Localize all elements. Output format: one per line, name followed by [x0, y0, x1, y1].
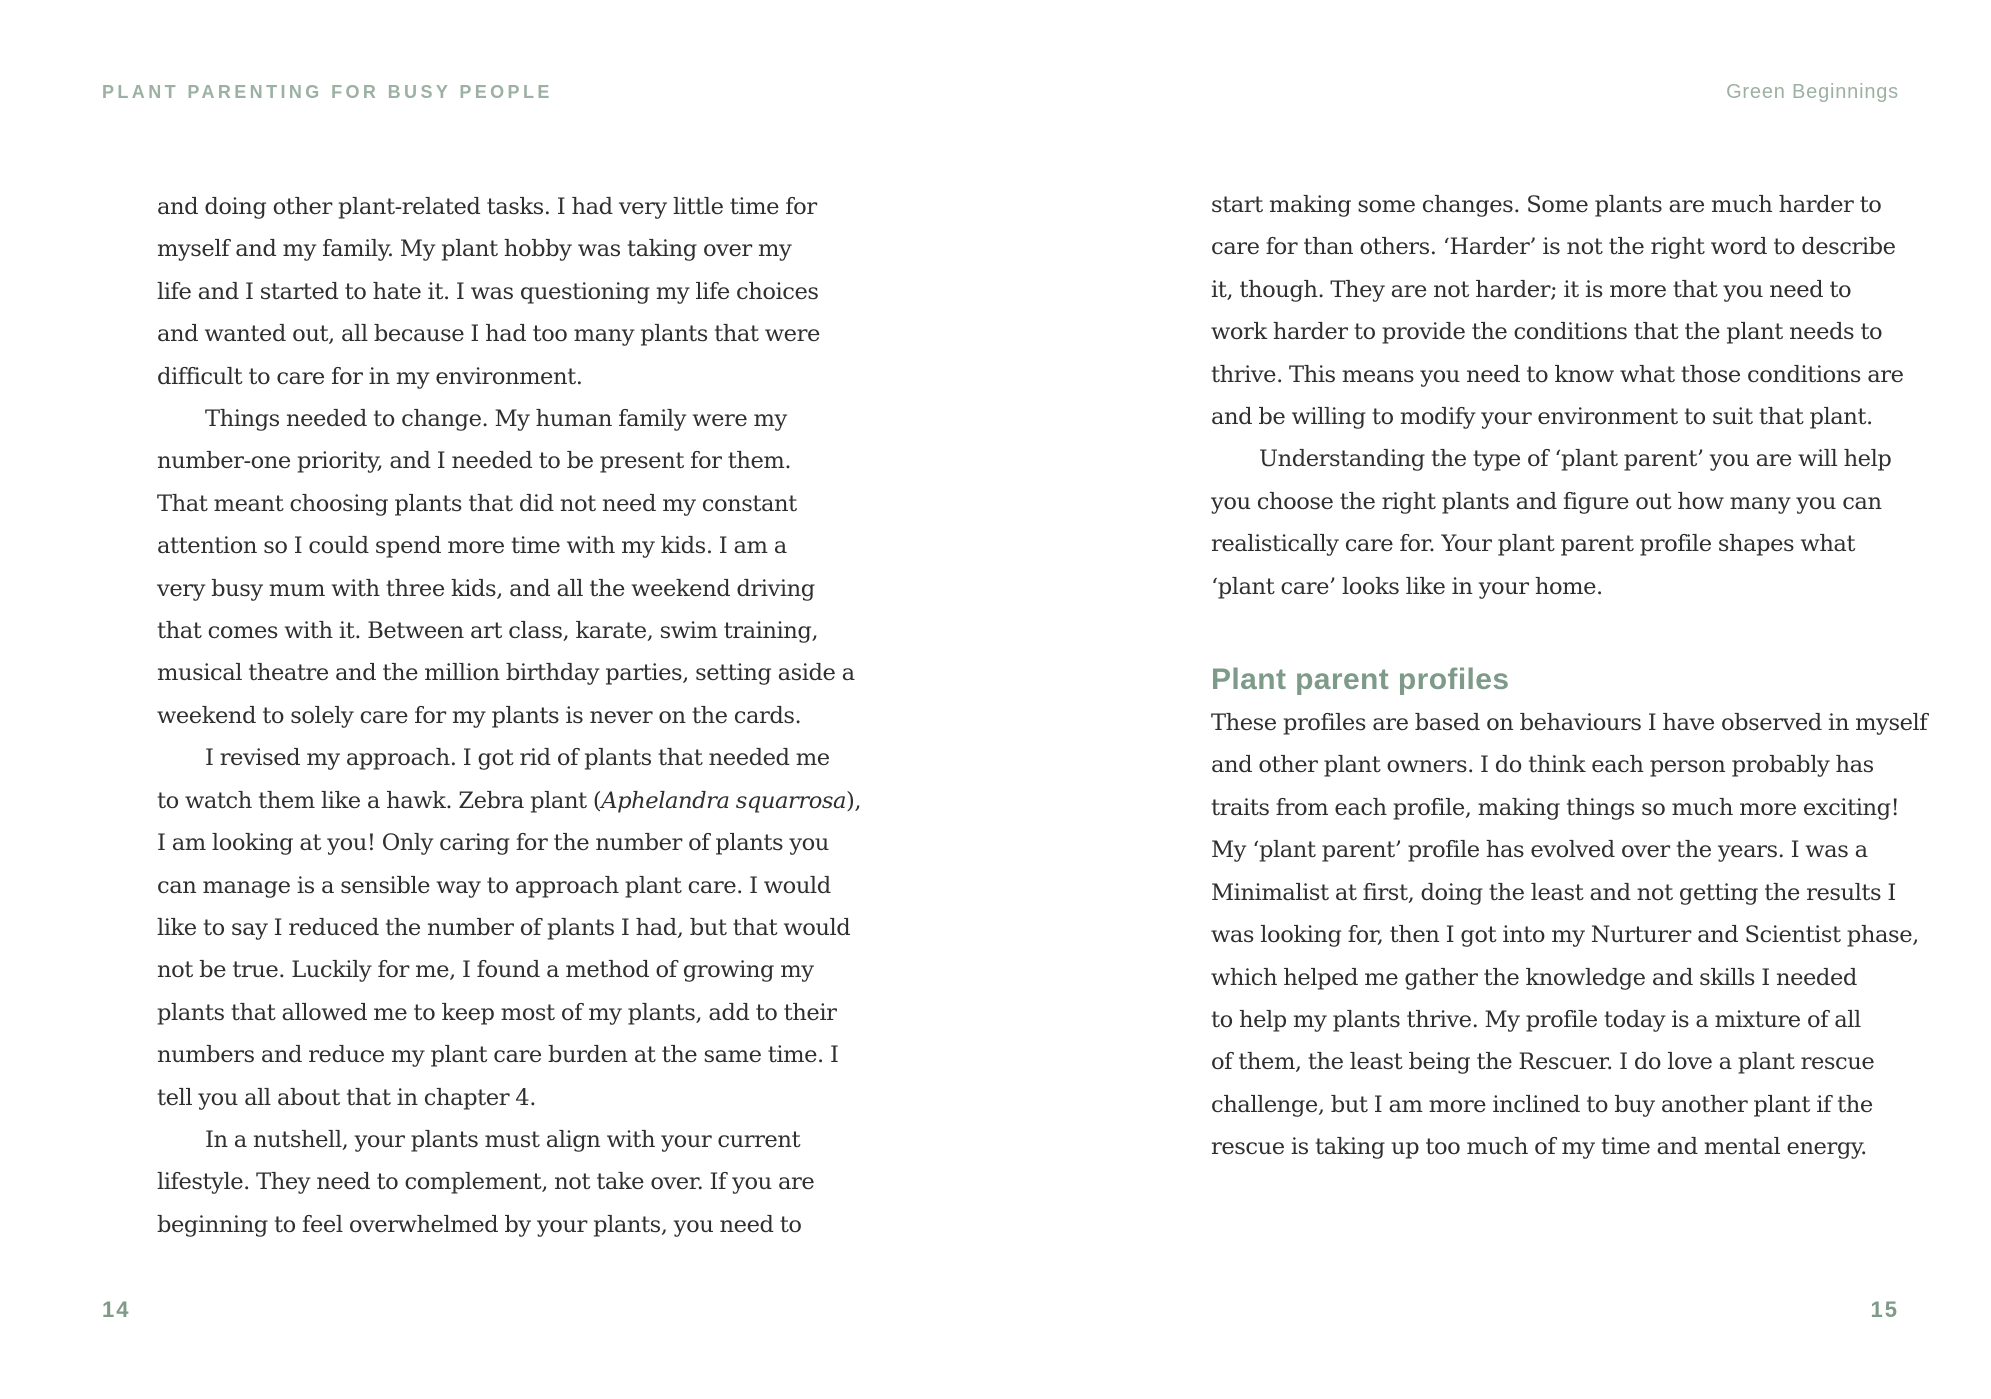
text-line: That meant choosing plants that did not need my constant	[157, 490, 797, 517]
text-line: musical theatre and the million birthday parties, setting aside a	[157, 660, 855, 687]
text-line: challenge, but I am more inclined to buy another plant if the	[1211, 1091, 1873, 1118]
right-page-body	[1211, 184, 1928, 1169]
text-line: lifestyle. They need to complement, not take over. If you are	[157, 1169, 815, 1196]
text-line: like to say I reduced the number of plants I had, but that would	[157, 914, 851, 941]
text-segment: to watch them like a hawk. Zebra plant (	[157, 787, 602, 814]
text-line: ‘plant care’ looks like in your home.	[1211, 573, 1603, 600]
text-line: you choose the right plants and figure out how many you can	[1211, 488, 1882, 515]
text-line: it, though. They are not harder; it is more that you need to	[1211, 276, 1852, 303]
text-line: difficult to care for in my environment.	[157, 363, 583, 390]
text-line: In a nutshell, your plants must align with your current	[205, 1126, 801, 1153]
running-head-right: Green Beginnings	[1726, 81, 1899, 103]
text-line: Minimalist at first, doing the least and not getting the results I	[1211, 879, 1896, 906]
text-line: number-one priority, and I needed to be present for them.	[157, 448, 792, 475]
text-line: myself and my family. My plant hobby was taking over my	[157, 236, 792, 263]
text-line: very busy mum with three kids, and all the weekend driving	[157, 575, 815, 602]
text-line	[157, 780, 862, 822]
text-line: can manage is a sensible way to approach plant care. I would	[157, 872, 831, 899]
page-number-left: 14	[102, 1297, 131, 1322]
text-line: Things needed to change. My human family were my	[205, 406, 787, 433]
text-line: weekend to solely care for my plants is never on the cards.	[157, 702, 802, 729]
text-line: care for than others. ‘Harder’ is not the right word to describe	[1211, 234, 1896, 261]
text-line: These profiles are based on behaviours I have observed in myself	[1211, 710, 1928, 737]
text-line: and wanted out, all because I had too many plants that were	[157, 321, 820, 348]
text-line: of them, the least being the Rescuer. I do love a plant rescue	[1211, 1049, 1875, 1076]
text-line: to help my plants thrive. My profile today is a mixture of all	[1211, 1006, 1861, 1033]
text-line: not be true. Luckily for me, I found a method of growing my	[157, 957, 814, 984]
text-line: attention so I could spend more time with my kids. I am a	[157, 533, 787, 560]
text-line: My ‘plant parent’ profile has evolved over the years. I was a	[1211, 837, 1868, 864]
page-number-right: 15	[1870, 1297, 1899, 1322]
left-page-body	[157, 186, 862, 1246]
text-line: plants that allowed me to keep most of my plants, add to their	[157, 999, 837, 1026]
text-line: was looking for, then I got into my Nurturer and Scientist phase,	[1211, 922, 1919, 949]
text-segment: ),	[846, 787, 862, 814]
text-line: and be willing to modify your environment to suit that plant.	[1211, 404, 1873, 431]
text-line: realistically care for. Your plant parent profile shapes what	[1211, 531, 1856, 558]
text-line: traits from each profile, making things so much more exciting!	[1211, 794, 1900, 821]
text-line: work harder to provide the conditions that the plant needs to	[1211, 319, 1883, 346]
text-line: life and I started to hate it. I was questioning my life choices	[157, 278, 819, 305]
text-line: I am looking at you! Only caring for the number of plants you	[157, 830, 829, 857]
text-line: which helped me gather the knowledge and skills I needed	[1211, 964, 1857, 991]
running-head-left: PLANT PARENTING FOR BUSY PEOPLE	[102, 82, 553, 102]
text-line: that comes with it. Between art class, karate, swim training,	[157, 618, 819, 645]
text-line: rescue is taking up too much of my time and mental energy.	[1211, 1134, 1867, 1161]
text-line: and other plant owners. I do think each person probably has	[1211, 752, 1874, 779]
text-line: and doing other plant-related tasks. I had very little time for	[157, 194, 817, 220]
text-line: Understanding the type of ‘plant parent’ you are will help	[1259, 446, 1892, 473]
text-line: numbers and reduce my plant care burden at the same time. I	[157, 1042, 839, 1069]
text-line: thrive. This means you need to know what those conditions are	[1211, 361, 1904, 388]
text-line: tell you all about that in chapter 4.	[157, 1084, 536, 1111]
text-line: beginning to feel overwhelmed by your plants, you need to	[157, 1211, 802, 1238]
text-line: I revised my approach. I got rid of plants that needed me	[205, 745, 830, 772]
section-heading: Plant parent profiles	[1211, 663, 1510, 697]
botanical-name: Aphelandra squarrosa	[601, 787, 847, 814]
text-line: start making some changes. Some plants are much harder to	[1211, 192, 1882, 218]
